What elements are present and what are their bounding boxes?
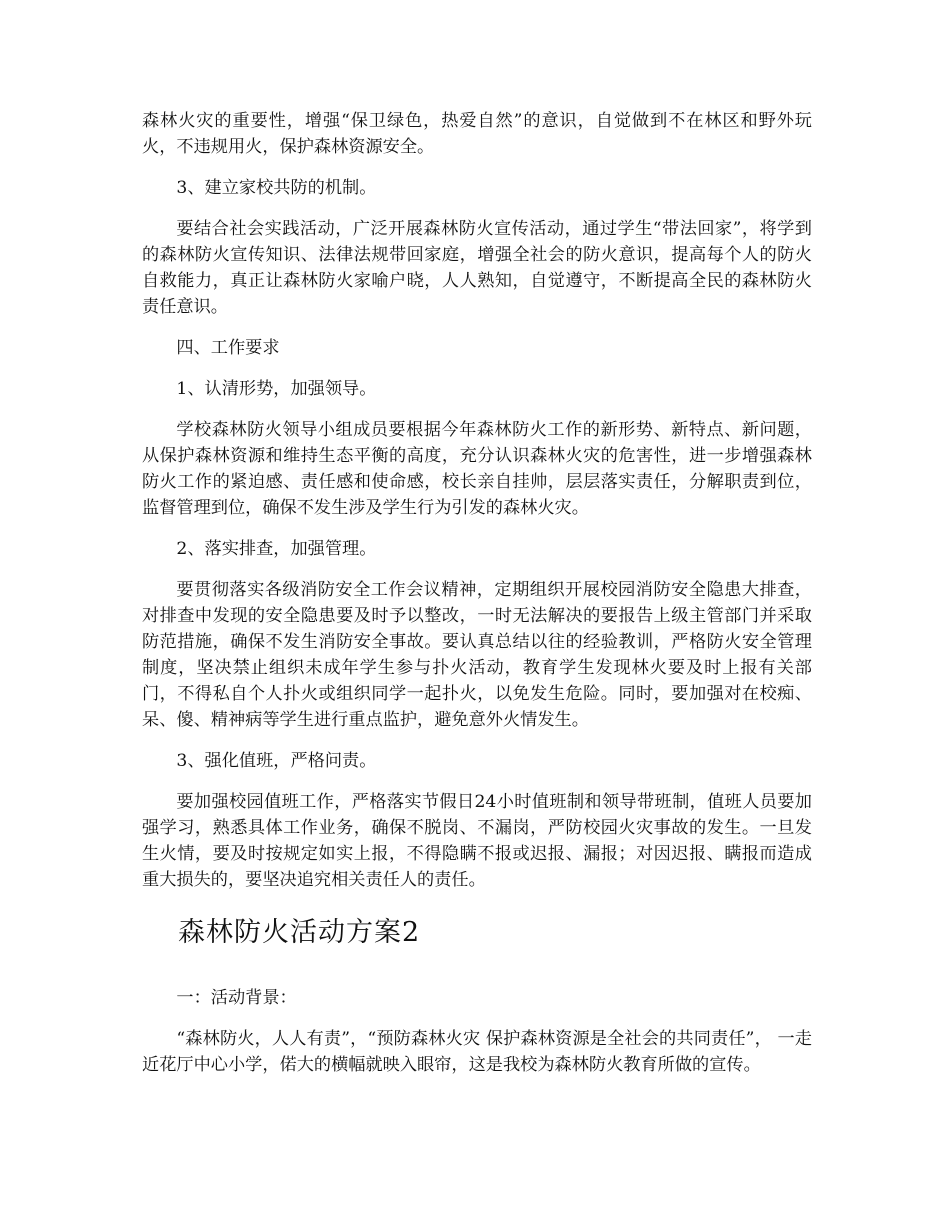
subheading-duty: 3、强化值班，严格问责。 [176,751,377,771]
document-page [142,108,812,1078]
subheading-leadership: 1、认清形势，加强领导。 [176,379,377,399]
paragraph-duty: 要加强校园值班工作，严格落实节假日24小时值班制和领导带班制，值班人员要加强学习，熟悉具体工作业务，确保不脱岗、不漏岗，严防校园火灾事故的发生。一旦发生火情，要及时按规定如实上报，不得隐瞒不报或迟报、漏报；对因迟报、瞒报而造成重大损失的，要坚决追究相关责任人的责任。 [142,792,812,890]
paragraph-inspection: 要贯彻落实各级消防安全工作会议精神，定期组织开展校园消防安全隐患大排查，对排查中发现的安全隐患要及时予以整改，一时无法解决的要报告上级主管部门并采取防范措施，确保不发生消防安全事故。要认真总结以往的经验教训，严格防火安全管理制度，坚决禁止组织未成年学生参与扑火活动，教育学生发现林火要及时上报有关部门，不得私自个人扑火或组织同学一起扑火，以免发生危险。同时，要加强对在校痴、呆、傻、精神病等学生进行重点监护，避免意外火情发生。 [142,580,812,730]
subheading-background: 一：活动背景： [176,988,297,1008]
section-heading-requirements: 四、工作要求 [176,338,280,358]
paragraph-publicity: 要结合社会实践活动，广泛开展森林防火宣传活动，通过学生“带法回家”，将学到的森林防火宣传知识、法律法规带回家庭，增强全社会的防火意识，提高每个人的防火自救能力，真正让森林防火家喻户晓，人人熟知，自觉遵守，不断提高全民的森林防火责任意识。 [142,219,812,317]
paragraph-leadership: 学校森林防火领导小组成员要根据今年森林防火工作的新形势、新特点、新问题，从保护森林资源和维持生态平衡的高度，充分认识森林火灾的危害性，进一步增强森林防火工作的紧迫感、责任感和使命感，校长亲自挂帅，层层落实责任，分解职责到位，监督管理到位，确保不发生涉及学生行为引发的森林火灾。 [142,420,812,518]
paragraph-continuation: 森林火灾的重要性，增强“保卫绿色，热爱自然”的意识，自觉做到不在林区和野外玩火，不违规用火，保护森林资源安全。 [142,111,812,157]
subheading-inspection: 2、落实排查，加强管理。 [176,539,377,559]
section-title: 森林防火活动方案2 [178,917,421,948]
subheading-home-school: 3、建立家校共防的机制。 [176,178,377,198]
paragraph-background: “森林防火，人人有责”，“预防森林火灾 保护森林资源是全社会的共同责任”， 一走近花厅中心小学，偌大的横幅就映入眼帘，这是我校为森林防火教育所做的宣传。 [142,1029,812,1075]
